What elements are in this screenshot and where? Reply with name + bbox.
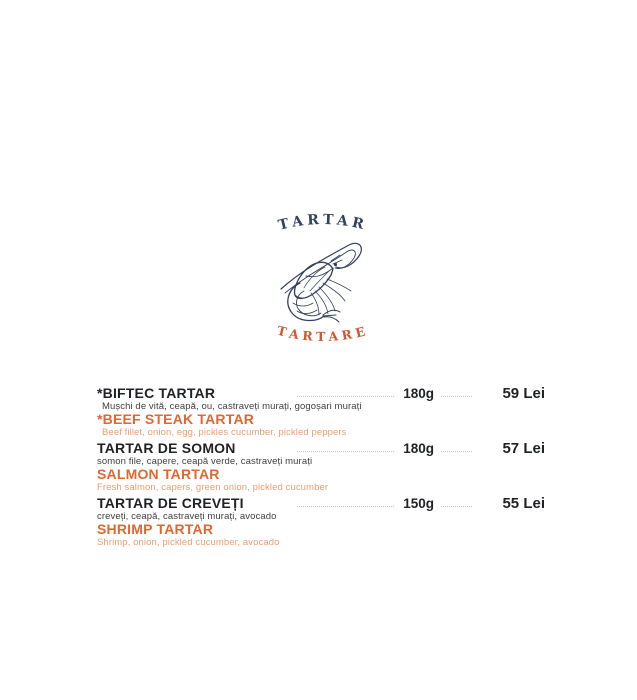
- item-name-ro: TARTAR DE CREVEȚI: [97, 495, 244, 511]
- price-row: [97, 442, 545, 455]
- item-name-en: *BEEF STEAK TARTAR: [97, 411, 255, 427]
- menu-item-beef-tartar: [97, 387, 545, 437]
- menu-item-salmon-tartar: [97, 442, 545, 492]
- item-desc-en: Fresh salmon, capers, green onion, pickled cucumber: [97, 482, 329, 493]
- shrimp-illustration: [273, 231, 373, 326]
- menu-list: [97, 387, 545, 552]
- item-price: 57 Lei: [502, 440, 545, 457]
- dotted-leader: [441, 506, 472, 507]
- svg-text:TARTARE: [276, 323, 371, 344]
- item-price: 55 Lei: [502, 495, 545, 512]
- item-desc-ro: Mușchi de vită, ceapă, ou, castraveți murați, gogoșari murați: [102, 401, 362, 412]
- item-weight: 180g: [403, 441, 434, 456]
- item-weight: 150g: [403, 496, 434, 511]
- menu-title: TARTAR: [276, 211, 370, 234]
- item-weight: 180g: [403, 386, 434, 401]
- dotted-leader: [297, 396, 394, 397]
- item-price: 59 Lei: [502, 385, 545, 402]
- item-desc-ro: creveți, ceapă, castraveți murați, avocado: [97, 511, 277, 522]
- dotted-leader: [297, 506, 394, 507]
- dotted-leader: [441, 396, 472, 397]
- menu-subtitle-arc: [237, 318, 409, 358]
- item-desc-en: Beef fillet, onion, egg, pickles cucumber, pickled peppers: [102, 427, 347, 438]
- item-desc-ro: somon file, capere, ceapă verde, castraveți murați: [97, 456, 313, 467]
- item-name-en: SALMON TARTAR: [97, 466, 220, 482]
- item-name-en: SHRIMP TARTAR: [97, 521, 214, 537]
- menu-subtitle: TARTARE: [275, 322, 371, 345]
- item-name-ro: TARTAR DE SOMON: [97, 440, 236, 456]
- price-row: [97, 387, 545, 400]
- price-row: [97, 497, 545, 510]
- dotted-leader: [441, 451, 472, 452]
- item-desc-en: Shrimp, onion, pickled cucumber, avocado: [97, 537, 280, 548]
- dotted-leader: [297, 451, 394, 452]
- menu-item-shrimp-tartar: [97, 497, 545, 547]
- item-name-ro: *BIFTEC TARTAR: [97, 385, 216, 401]
